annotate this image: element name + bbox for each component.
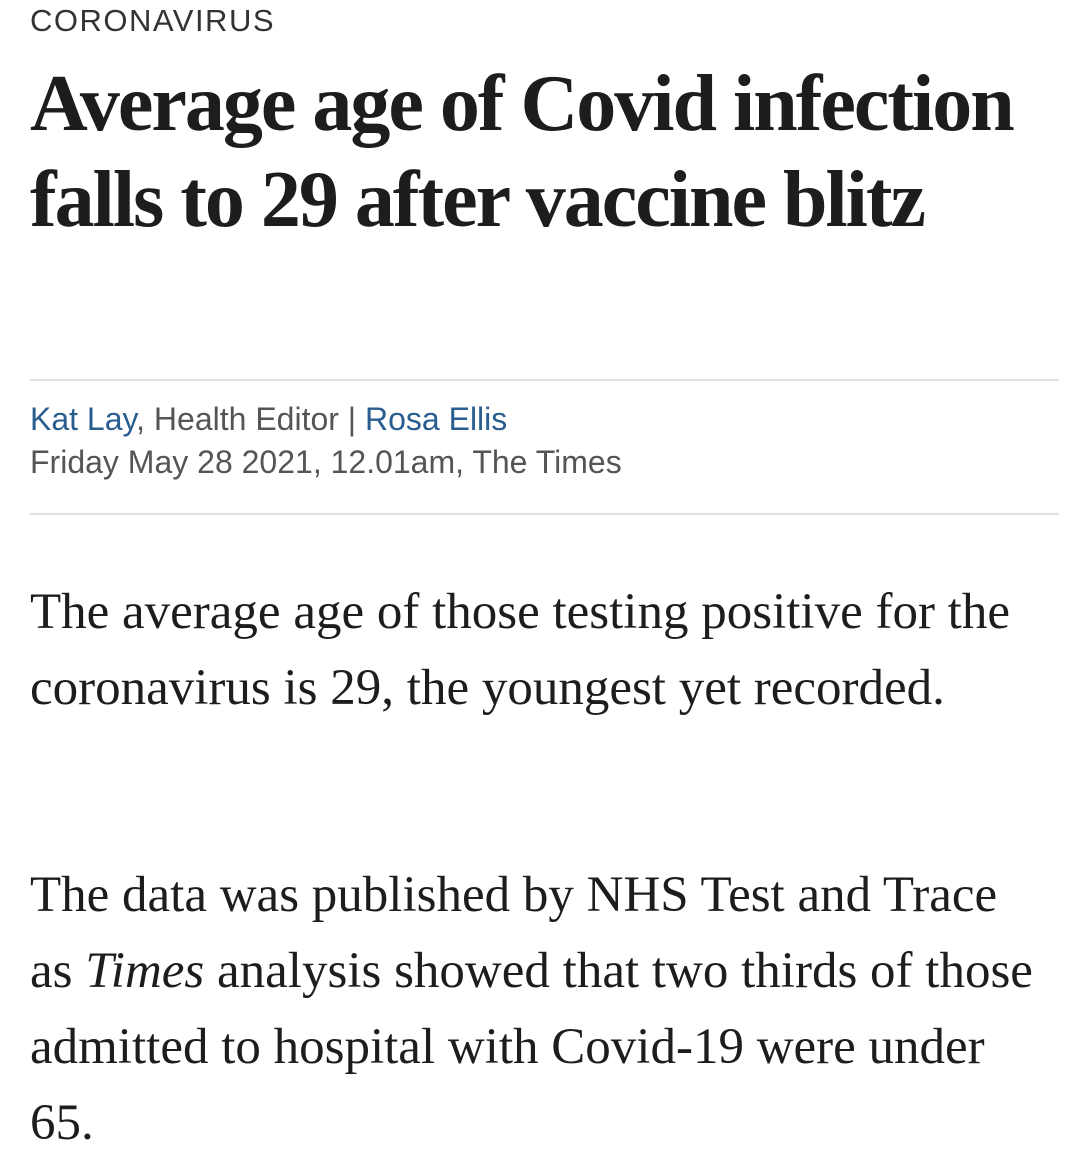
section-label[interactable]: CORONAVIRUS bbox=[30, 3, 276, 38]
bottom-divider bbox=[30, 513, 1059, 515]
publication-name-italic: Times bbox=[85, 943, 205, 999]
author-role: , Health Editor | bbox=[136, 401, 365, 437]
byline bbox=[30, 398, 507, 440]
body-paragraph-1: The average age of those testing positive for the coronavirus is 29, the youngest yet recorded. bbox=[30, 584, 1010, 716]
body-paragraph-2 bbox=[30, 857, 1050, 1161]
author-link-rosa-ellis[interactable]: Rosa Ellis bbox=[365, 401, 508, 437]
publish-date: Friday May 28 2021, 12.01am, The Times bbox=[30, 444, 622, 480]
paragraph-2-text-start: The data was published by NHS Test and Trace as bbox=[30, 867, 998, 999]
author-link-kat-lay[interactable]: Kat Lay bbox=[30, 401, 137, 437]
article-headline: Average age of Covid infection falls to 29 after vaccine blitz bbox=[30, 60, 1013, 244]
paragraph-2-text-end: analysis showed that two thirds of those admitted to hospital with Covid-19 were under 65. bbox=[30, 943, 1033, 1151]
top-divider bbox=[30, 379, 1059, 381]
